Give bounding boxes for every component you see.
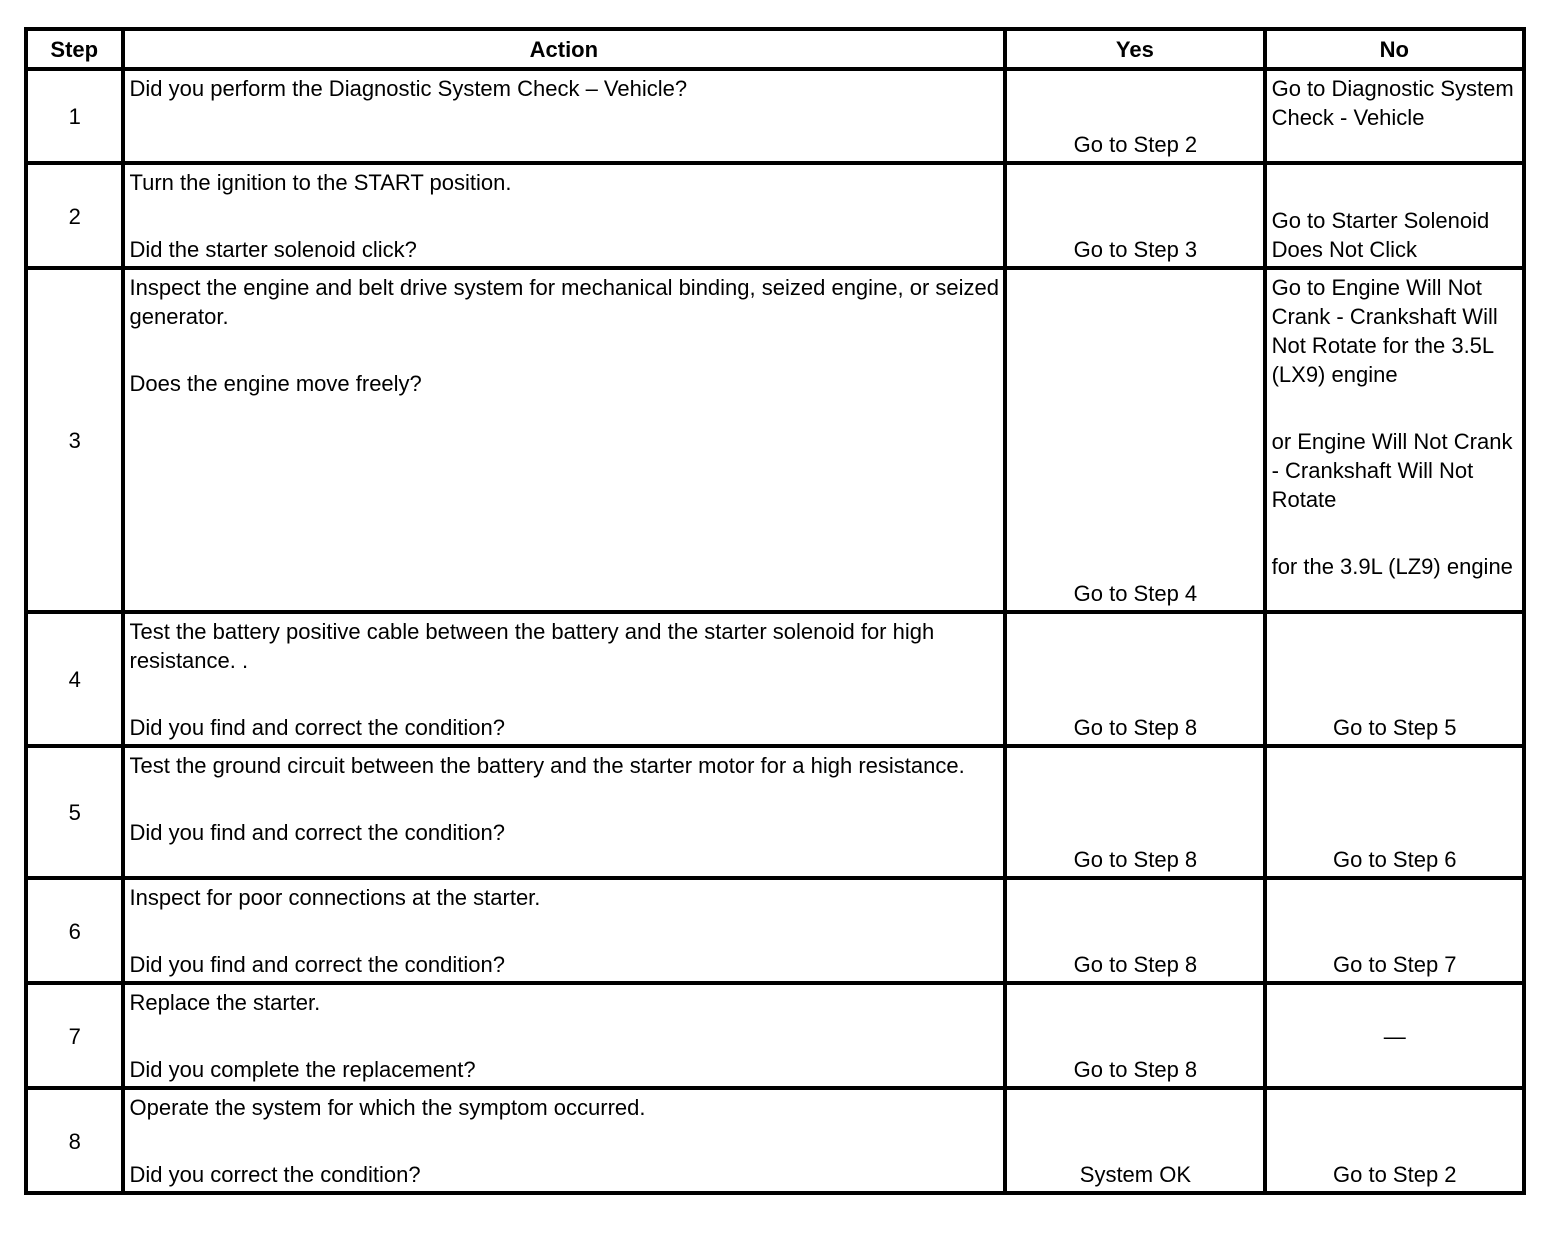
yes-result: Go to Step 8 (1005, 983, 1264, 1088)
yes-result: Go to Step 8 (1005, 612, 1264, 746)
table-row (26, 878, 1524, 983)
table-row (26, 69, 1524, 163)
action-question: Did you find and correct the condition? (129, 820, 505, 845)
table-row (26, 983, 1524, 1088)
no-result-cell (1265, 746, 1524, 878)
no-result: — (1383, 1023, 1406, 1049)
yes-result: Go to Step 2 (1005, 69, 1264, 163)
action-text: Operate the system for which the symptom occurred. (129, 1095, 646, 1120)
no-result: or Engine Will Not Crank - Crankshaft Will Not Rotate (1271, 429, 1513, 512)
step-number: 6 (26, 878, 123, 983)
no-result-cell (1265, 878, 1524, 983)
action-question: Did you find and correct the condition? (129, 952, 505, 977)
action-cell (123, 69, 1006, 163)
no-result-cell (1265, 268, 1524, 612)
yes-result: Go to Step 3 (1005, 163, 1264, 268)
action-cell (123, 1088, 1006, 1193)
action-text: Did you perform the Diagnostic System Check – Vehicle? (129, 76, 688, 101)
table-row (26, 268, 1524, 612)
action-text: Turn the ignition to the START position. (129, 170, 512, 195)
diagnostic-table (24, 27, 1526, 1195)
step-number: 8 (26, 1088, 123, 1193)
action-cell (123, 983, 1006, 1088)
table-row (26, 746, 1524, 878)
action-question: Did you complete the replacement? (129, 1057, 476, 1082)
header-action: Action (123, 29, 1006, 69)
table-row (26, 612, 1524, 746)
action-cell (123, 878, 1006, 983)
action-text: Inspect the engine and belt drive system for mechanical binding, seized engine, or seized generator. (129, 275, 1000, 329)
step-number: 3 (26, 268, 123, 612)
step-number: 2 (26, 163, 123, 268)
action-question: Does the engine move freely? (129, 371, 422, 396)
yes-result: Go to Step 4 (1005, 268, 1264, 612)
no-result: Go to Step 5 (1333, 715, 1457, 740)
step-number: 4 (26, 612, 123, 746)
action-text: Replace the starter. (129, 990, 321, 1015)
action-cell (123, 746, 1006, 878)
header-row (26, 29, 1524, 69)
table-row (26, 1088, 1524, 1193)
action-question: Did you correct the condition? (129, 1162, 421, 1187)
header-yes: Yes (1005, 29, 1264, 69)
action-cell (123, 612, 1006, 746)
no-result: Go to Engine Will Not Crank - Crankshaft Will Not Rotate for the 3.5L (LX9) engine (1271, 275, 1498, 387)
action-text: Inspect for poor connections at the starter. (129, 885, 541, 910)
yes-result: System OK (1005, 1088, 1264, 1193)
action-cell (123, 163, 1006, 268)
no-result: Go to Step 6 (1333, 847, 1457, 872)
action-cell (123, 268, 1006, 612)
no-result: for the 3.9L (LZ9) engine (1271, 554, 1513, 579)
step-number: 5 (26, 746, 123, 878)
action-question: Did you find and correct the condition? (129, 715, 505, 740)
no-result-cell (1265, 1088, 1524, 1193)
table-row (26, 163, 1524, 268)
no-result: Go to Step 7 (1333, 952, 1457, 977)
action-question: Did the starter solenoid click? (129, 237, 417, 262)
yes-result: Go to Step 8 (1005, 746, 1264, 878)
no-result: Go to Starter Solenoid Does Not Click (1271, 208, 1490, 262)
no-result-cell (1265, 163, 1524, 268)
no-result-cell (1265, 69, 1524, 163)
no-result: Go to Step 2 (1333, 1162, 1457, 1187)
no-result-cell (1265, 983, 1524, 1088)
step-number: 7 (26, 983, 123, 1088)
no-result-cell (1265, 612, 1524, 746)
yes-result: Go to Step 8 (1005, 878, 1264, 983)
action-text: Test the battery positive cable between the battery and the starter solenoid for high resistance. . (129, 619, 935, 673)
no-result: Go to Diagnostic System Check - Vehicle (1271, 76, 1514, 130)
action-text: Test the ground circuit between the battery and the starter motor for a high resistance. (129, 753, 965, 778)
header-no: No (1265, 29, 1524, 69)
step-number: 1 (26, 69, 123, 163)
header-step: Step (26, 29, 123, 69)
